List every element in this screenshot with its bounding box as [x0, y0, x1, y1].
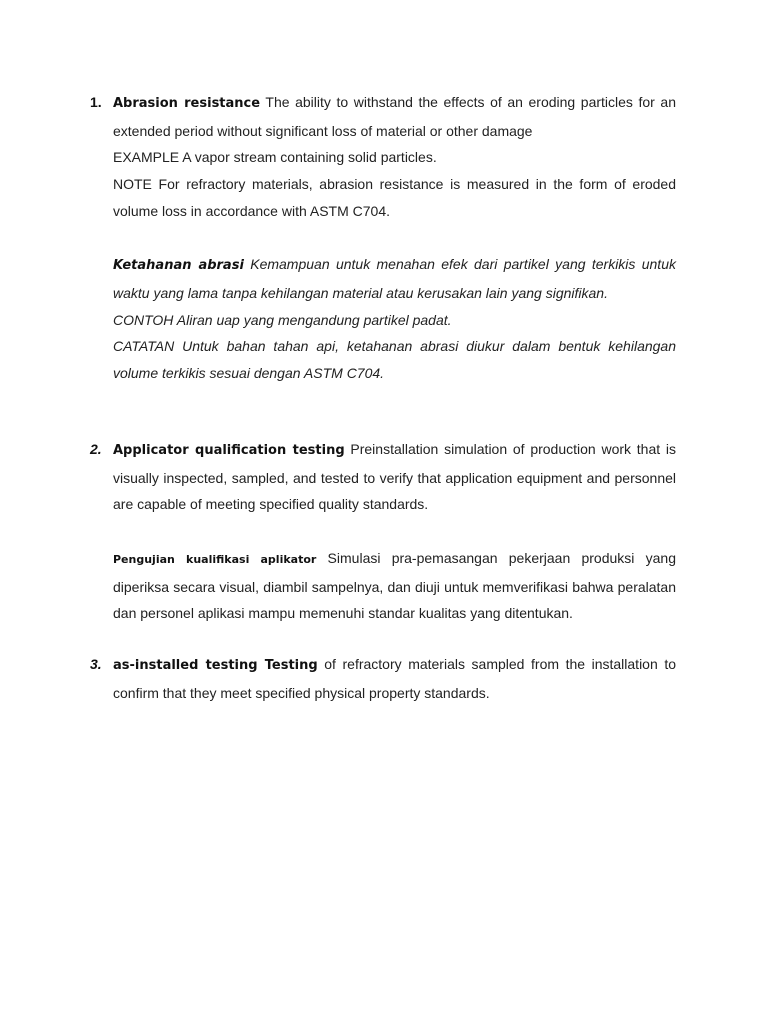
item-number: 1.	[90, 94, 102, 110]
definition-text: of refractory materials sampled from the installation to confirm that they meet specified physical property standards.	[113, 656, 676, 701]
item-number: 2.	[90, 441, 102, 457]
definition-indonesian	[113, 545, 676, 627]
item-number: 3.	[90, 656, 102, 672]
definition-text: The ability to withstand the effects of an eroding particles for an extended period without significant loss of material or other damage	[113, 94, 676, 139]
note-text: NOTE For refractory materials, abrasion resistance is measured in the form of eroded volume loss in accordance with ASTM C704.	[113, 176, 676, 219]
definition-english	[113, 89, 676, 144]
translated-definition-text: Simulasi pra-pemasangan pekerjaan produksi yang diperiksa secara visual, diambil sampelnya, dan diuji untuk memverifikasi bahwa peralatan dan personel aplikasi mampu memenuhi standar kualitas yang ditentukan.	[113, 549, 676, 622]
translated-term-label: Ketahanan abrasi	[113, 258, 244, 274]
example-text: EXAMPLE A vapor stream containing solid particles.	[113, 149, 437, 166]
definition-english	[113, 436, 676, 518]
translated-definition-text: Kemampuan untuk menahan efek dari partikel yang terkikis untuk waktu yang lama tanpa kehilangan material atau kerusakan lain yang signifikan.	[113, 256, 676, 301]
definition-text: Preinstallation simulation of production work that is visually inspected, sampled, and tested to verify that application equipment and personnel are capable of meeting specified quality standards.	[113, 441, 676, 513]
definition-item-1	[90, 89, 678, 387]
term-label: as-installed testing Testing	[113, 658, 318, 673]
definition-english	[113, 651, 676, 706]
term-label: Applicator qualification testing	[113, 443, 345, 458]
translated-example-text: CONTOH Aliran uap yang mengandung partikel padat.	[113, 311, 452, 328]
definition-item-2	[90, 436, 678, 627]
definition-indonesian	[113, 251, 676, 306]
term-label: Abrasion resistance	[113, 96, 261, 111]
definition-item-3	[90, 651, 678, 706]
translated-note-text: CATATAN Untuk bahan tahan api, ketahanan abrasi diukur dalam bentuk kehilangan volume terkikis sesuai dengan ASTM C704.	[113, 338, 676, 382]
translated-term-label: Pengujian kualifikasi aplikator	[113, 552, 317, 566]
